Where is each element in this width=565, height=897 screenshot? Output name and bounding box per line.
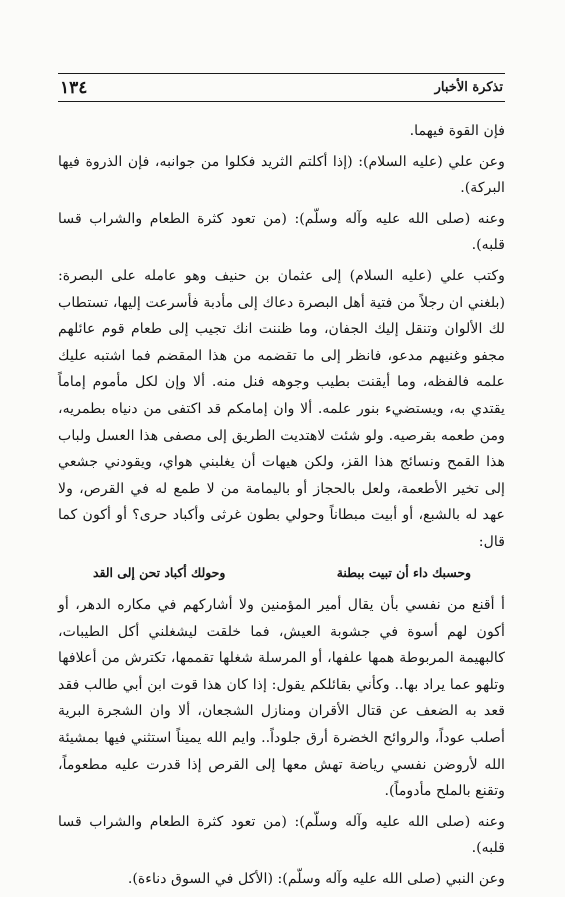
paragraph: أ أقنع من نفسي بأن يقال أمير المؤمنين ولا أشاركهم في مكاره الدهر، أو أكون لهم أسوة في جشوبة العيش، فما خلقت ليشغلني أكل الطيبات، كالبهيمة المربوطة همها علفها، أو المرسلة شغلها تقممها، تكترش من أعلافها وتلهو عما يراد بها.. وكأني بقائلكم يقول: إذا كان هذا قوت ابن أبي طالب فقد قعد به الضعف عن قتال الأقران ومنازل الشجعان، ألا وان الشجرة البرية أصلب عوداً، والروائح الخضرة أرق جلوداً.. وايم الله يميناً استثني فيها بمشيئة الله لأروضن نفسي رياضة تهش معها إلى القرص إذا قدرت عليه مطعوماً، وتقنع بالملح مأدوماً). (58, 597, 505, 800)
paragraph: وعن علي (عليه السلام): (إذا أكلتم الثريد فكلوا من جوانبه، فإن الذروة فيها البركة). (58, 153, 505, 197)
page-body (58, 115, 505, 897)
paragraph: وعنه (صلى الله عليه وآله وسلّم): (من تعود كثرة الطعام والشراب قسا قلبه). (58, 813, 505, 857)
paragraph: وعن النبي (صلى الله عليه وآله وسلّم): (الأكل في السوق دناءة). (127, 871, 505, 888)
page-number: ١٣٤ (60, 77, 88, 98)
page-header (58, 73, 505, 102)
poetry-verse (93, 560, 471, 587)
letter-paragraph: وكتب علي (عليه السلام) إلى عثمان بن حنيف وهو عامله على البصرة: (بلغني ان رجلاً من فتية أهل البصرة دعاك إلى مأدبة فأسرعت إليها، تستطاب لك الألوان وتنقل إليك الجفان، وما ظننت انك تجيب إلى طعام قوم عائلهم مجفو وغنيهم مدعو، فانظر إلى ما تقضمه من هذا المقضم فما اشتبه عليك علمه فالفظه، وما أيقنت بطيب وجوهه فنل منه. ألا وإن لكل مأموم إماماً يقتدي به، ويستضيء بنور علمه. ألا وان إمامكم قد اكتفى من دنياه بطمريه، ومن طعمه بقرصيه. ولو شئت لاهتديت الطريق إلى مصفى هذا العسل ولباب هذا القمح ونسائج هذا القز، ولكن هيهات أن يغلبني هواي، ويقودني جشعي إلى تخير الأطعمة، ولعل بالحجاز أو باليمامة من لا طمع له في القرص، ولا عهد له بالشبع، أو أبيت مبطاناً وحولي بطون غرثى وأكباد حرى؟ أو أكون كما قال: (58, 267, 505, 550)
paragraph: وعنه (صلى الله عليه وآله وسلّم): (من تعود كثرة الطعام والشراب قسا قلبه). (58, 210, 505, 254)
verse-second-hemistich: وحولك أكباد تحن إلى القد (93, 564, 226, 580)
running-title: تذكرة الأخبار (434, 80, 503, 95)
paragraph: فإن القوة فيهما. (409, 123, 505, 139)
verse-first-hemistich: وحسبك داء أن تبيت ببطنة (336, 564, 471, 580)
